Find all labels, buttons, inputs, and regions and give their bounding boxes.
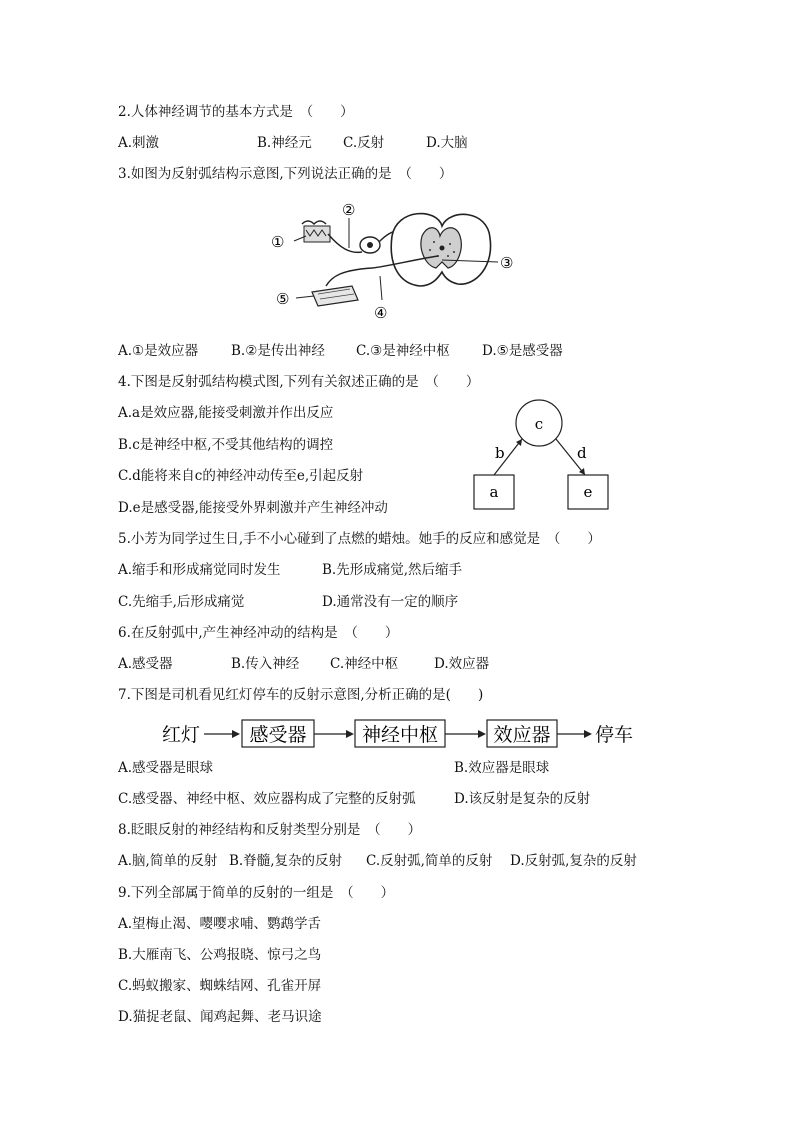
question-7-stem: 7.下图是司机看见红灯停车的反射示意图,分析正确的是( ) <box>118 687 484 703</box>
label-1: ① <box>271 233 285 251</box>
option-d: D.通常没有一定的顺序 <box>322 594 459 610</box>
skin-receptor-illustration <box>302 221 330 242</box>
option-b: B.传入神经 <box>231 656 300 672</box>
box-e-label: e <box>583 483 593 501</box>
node-c-label: c <box>534 415 544 433</box>
option-c: C.反射 <box>343 135 385 151</box>
option-a: A.缩手和形成痛觉同时发生 <box>118 562 281 578</box>
option-b: B.神经元 <box>257 135 312 151</box>
question-2-stem: 2.人体神经调节的基本方式是 （ ） <box>118 104 354 120</box>
edge-b-label: b <box>495 444 505 462</box>
option-b: B.脊髓,复杂的反射 <box>229 853 343 869</box>
option-a: A.刺激 <box>118 135 160 151</box>
question-4-option-b: B.c是神经中枢,不受其他结构的调控 <box>118 437 334 453</box>
flow-box-effector-label: 效应器 <box>493 724 551 746</box>
question-9-option-a: A.望梅止渴、嘤嘤求哺、鹦鹉学舌 <box>118 916 322 932</box>
reflex-arc-model-diagram <box>468 398 618 513</box>
option-c: C.神经中枢 <box>330 656 399 672</box>
question-9-option-b: B.大雁南飞、公鸡报晓、惊弓之鸟 <box>118 947 322 963</box>
option-c: C.先缩手,后形成痛觉 <box>118 594 245 610</box>
option-b: B.先形成痛觉,然后缩手 <box>322 562 463 578</box>
option-b: B.②是传出神经 <box>231 343 325 359</box>
option-d: D.效应器 <box>434 656 490 672</box>
option-b: B.效应器是眼球 <box>454 760 550 776</box>
option-c: C.③是神经中枢 <box>356 343 450 359</box>
question-9-option-c: C.蚂蚁搬家、蜘蛛结网、孔雀开屏 <box>118 978 322 994</box>
question-4-option-c: C.d能将来自c的神经冲动传至e,引起反射 <box>118 468 364 484</box>
option-d: D.⑤是感受器 <box>482 343 563 359</box>
option-d: D.反射弧,复杂的反射 <box>510 853 637 869</box>
question-8-stem: 8.眨眼反射的神经结构和反射类型分别是 （ ） <box>118 822 422 838</box>
option-a: A.感受器是眼球 <box>118 760 214 776</box>
label-3: ③ <box>500 254 514 272</box>
label-2: ② <box>342 201 356 219</box>
option-a: A.感受器 <box>118 656 173 672</box>
question-4-option-a: A.a是效应器,能接受刺激并作出反应 <box>118 405 334 421</box>
reflex-arc-figure <box>262 196 532 326</box>
flow-end-text: 停车 <box>595 724 634 746</box>
option-a: A.脑,简单的反射 <box>118 853 218 869</box>
muscle-effector-illustration <box>312 286 358 306</box>
question-5-stem: 5.小芳为同学过生日,手不小心碰到了点燃的蜡烛。她手的反应和感觉是 （ ） <box>118 531 601 547</box>
flow-box-receptor-label: 感受器 <box>249 724 307 746</box>
red-light-reflex-flowchart <box>158 716 648 752</box>
question-4-option-d: D.e是感受器,能接受外界刺激并产生神经冲动 <box>118 500 388 516</box>
label-5: ⑤ <box>276 290 290 308</box>
flow-box-center-label: 神经中枢 <box>361 724 439 746</box>
question-4-stem: 4.下图是反射弧结构模式图,下列有关叙述正确的是 （ ） <box>118 374 480 390</box>
option-a: A.①是效应器 <box>118 343 199 359</box>
question-3-stem: 3.如图为反射弧结构示意图,下列说法正确的是 （ ） <box>118 166 453 182</box>
flow-start-text: 红灯 <box>162 724 201 746</box>
option-d: D.该反射是复杂的反射 <box>454 791 591 807</box>
option-c: C.反射弧,简单的反射 <box>366 853 493 869</box>
spinal-cord-section <box>391 214 490 286</box>
edge-d-label: d <box>577 444 587 462</box>
question-9-option-d: D.猫捉老鼠、闻鸡起舞、老马识途 <box>118 1009 322 1025</box>
option-c: C.感受器、神经中枢、效应器构成了完整的反射弧 <box>118 791 416 807</box>
option-d: D.大脑 <box>426 135 468 151</box>
question-9-stem: 9.下列全部属于简单的反射的一组是 （ ） <box>118 885 395 901</box>
label-4: ④ <box>374 304 388 322</box>
question-6-stem: 6.在反射弧中,产生神经冲动的结构是 （ ） <box>118 625 399 641</box>
box-a-label: a <box>489 483 499 501</box>
